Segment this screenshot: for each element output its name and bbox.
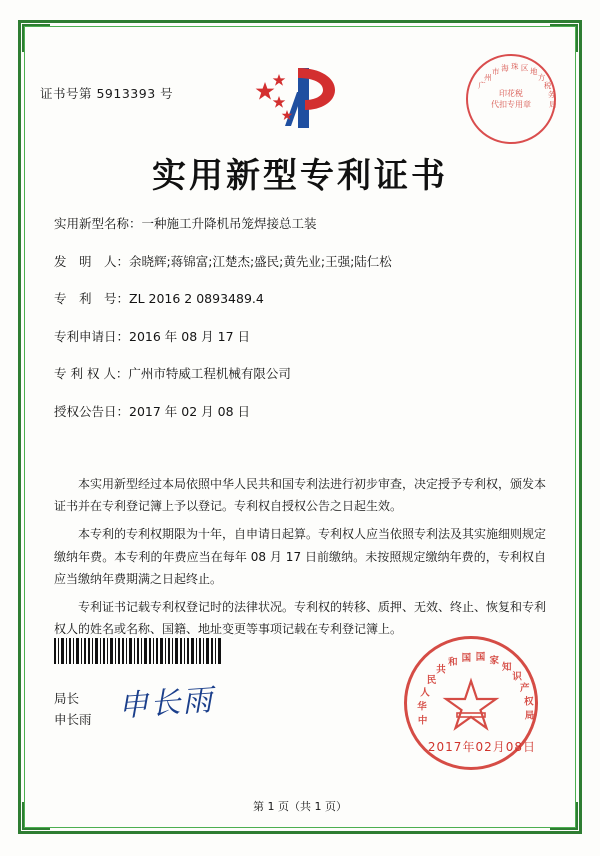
field-value: 余晓辉;蒋锦富;江楚杰;盛民;黄先业;王强;陆仁松 [129, 253, 392, 269]
seal-ring-char: 中 [417, 715, 428, 727]
tax-stamp-arc-char: 珠 [511, 62, 519, 71]
barcode [54, 638, 222, 664]
seal-ring-char: 知 [501, 661, 512, 673]
tax-stamp-arc-char: 局 [549, 100, 557, 109]
tax-stamp-line2: 印花税 [499, 89, 523, 98]
field-label: 授权公告日： [54, 403, 130, 419]
seal-ring-char: 家 [489, 655, 499, 667]
tax-stamp-arc-char: 市 [492, 67, 500, 77]
field-inventors [54, 253, 546, 269]
seal-ring-char: 华 [417, 701, 427, 713]
field-patent-number [54, 293, 546, 306]
field-label: 发 明 人： [54, 253, 130, 269]
director-name-label: 申长雨 [54, 712, 92, 728]
seal-ring-char: 产 [519, 683, 530, 695]
director-role-label: 局长 [54, 691, 80, 706]
tax-stamp-arc-char: 地 [530, 67, 538, 77]
five-star-emblem-icon [441, 673, 501, 733]
legal-paragraph: 本实用新型经过本局依照中华人民共和国专利法进行初步审查，决定授予专利权，颁发本证书并在专利登记簿上予以登记。专利权自授权公告之日起生效。 [54, 477, 547, 514]
field-value: ZL 2016 2 0893489.4 [129, 291, 264, 306]
tax-stamp-arc-char: 海 [501, 63, 509, 73]
cnipa-logo-icon [235, 62, 365, 134]
field-value: 2017 年 02 月 08 日 [129, 403, 251, 419]
seal-ring-char: 识 [512, 671, 522, 683]
legal-paragraph: 本专利的专利权期限为十年，自申请日起算。专利权人应当依照专利法及其实施细则规定缴纳年费。本专利的年费应当在每年 08 月 17 日前缴纳。未按照规定缴纳年费的，专利权自应当缴纳年费期满之日起终止。 [54, 527, 547, 586]
field-value: 一种施工升降机吊笼焊接总工装 [141, 216, 317, 231]
certificate-content [40, 48, 560, 813]
field-value: 广州市特威工程机械有限公司 [128, 366, 291, 381]
certificate-number: 证书号第 5913393 号 [40, 86, 174, 101]
tax-stamp-arc-char: 务 [547, 90, 556, 100]
tax-stamp-seal [466, 54, 556, 144]
field-label: 专利申请日： [54, 328, 130, 344]
seal-ring-char: 国 [461, 652, 472, 664]
director-signature: 申长雨 [117, 682, 216, 725]
tax-stamp-arc-char: 区 [520, 63, 529, 73]
tax-stamp-arc-char: 方 [537, 73, 546, 83]
page-footer: 第 1 页（共 1 页） [253, 800, 347, 813]
tax-stamp-arc-char: 广 [478, 81, 486, 90]
legal-text-block [54, 473, 546, 646]
seal-ring-char: 局 [524, 710, 535, 722]
legal-paragraph: 专利证书记载专利权登记时的法律状况。专利权的转移、质押、无效、终止、恢复和专利权人的姓名或名称、国籍、地址变更等事项记载在专利登记簿上。 [54, 599, 547, 637]
field-invention-name [54, 218, 546, 231]
field-label: 专 利 号： [54, 291, 130, 306]
page-title: 实用新型专利证书 [152, 156, 448, 196]
seal-ring-char: 共 [436, 664, 446, 676]
tax-stamp-arc-char: 税 [543, 81, 552, 90]
field-patentee [54, 368, 546, 381]
seal-ring-char: 民 [426, 675, 437, 687]
field-application-date [54, 328, 546, 344]
seal-ring-char: 权 [524, 696, 534, 708]
field-label: 专 利 权 人： [54, 366, 129, 381]
field-label: 实用新型名称： [54, 216, 142, 231]
tax-stamp-line3: 代扣专用章 [491, 100, 531, 109]
tax-stamp-arc-char: 州 [484, 73, 492, 83]
seal-ring-char: 国 [475, 652, 486, 664]
seal-date: 2017年02月08日 [427, 740, 536, 754]
field-list [54, 218, 546, 443]
director-block [54, 688, 92, 731]
seal-ring-char: 人 [420, 687, 430, 699]
field-grant-date [54, 403, 546, 419]
tax-stamp-center-text [476, 88, 546, 110]
field-value: 2016 年 08 月 17 日 [129, 328, 251, 344]
seal-ring-char: 和 [448, 657, 458, 669]
